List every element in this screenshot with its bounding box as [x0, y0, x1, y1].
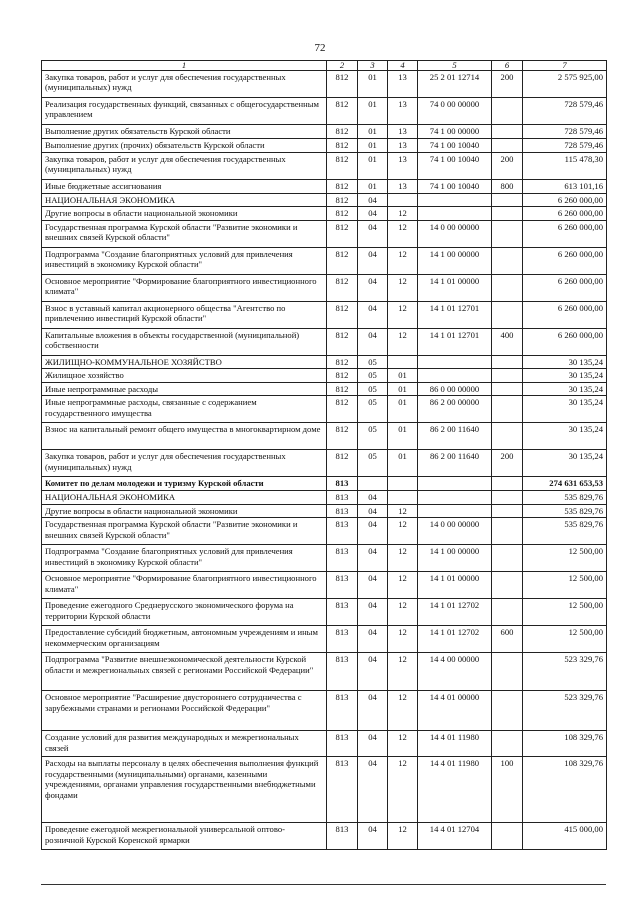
- table-header-row: [42, 61, 607, 71]
- row-code-target: 74 1 00 10040: [418, 153, 492, 180]
- row-code-section: 04: [358, 757, 388, 823]
- row-code-subsection: 12: [388, 545, 418, 572]
- table-row: [42, 545, 607, 572]
- row-code-target: 14 1 01 12701: [418, 328, 492, 355]
- table-row: [42, 139, 607, 153]
- row-code-subsection: 12: [388, 626, 418, 653]
- row-code-expense-type: [492, 545, 523, 572]
- row-code-target: 14 1 00 00000: [418, 545, 492, 572]
- row-code-target: 14 4 01 12704: [418, 823, 492, 850]
- row-code-section: 01: [358, 139, 388, 153]
- row-code-section: 04: [358, 207, 388, 220]
- row-code-subsection: 01: [388, 369, 418, 382]
- row-code-expense-type: [492, 653, 523, 691]
- table-row: [42, 731, 607, 757]
- row-code-section: 01: [358, 153, 388, 180]
- row-name: Проведение ежегодного Среднерусского экономического форума на территории Курской области: [42, 599, 327, 626]
- table-row: [42, 823, 607, 850]
- row-code-subsection: 12: [388, 731, 418, 757]
- row-amount: 30 135,24: [523, 396, 607, 423]
- row-amount: 274 631 653,53: [523, 477, 607, 491]
- row-amount: 30 135,24: [523, 369, 607, 382]
- row-code-admin: 813: [327, 757, 358, 823]
- row-code-admin: 812: [327, 220, 358, 247]
- row-code-subsection: 12: [388, 691, 418, 731]
- page-number: 72: [314, 42, 326, 54]
- row-amount: 12 500,00: [523, 626, 607, 653]
- header-cell: 4: [388, 61, 418, 71]
- row-code-subsection: 12: [388, 274, 418, 301]
- row-code-subsection: 01: [388, 382, 418, 395]
- row-code-expense-type: [492, 396, 523, 423]
- row-name: Подпрограмма "Создание благоприятных условий для привлечения инвестиций в экономику Курской области": [42, 545, 327, 572]
- row-code-admin: 813: [327, 823, 358, 850]
- table-row: [42, 369, 607, 382]
- row-amount: 415 000,00: [523, 823, 607, 850]
- table-row: [42, 194, 607, 207]
- row-code-section: 04: [358, 504, 388, 517]
- row-code-section: 04: [358, 518, 388, 545]
- row-code-section: 05: [358, 369, 388, 382]
- row-code-admin: 812: [327, 71, 358, 98]
- row-code-subsection: 13: [388, 125, 418, 139]
- row-code-subsection: 13: [388, 71, 418, 98]
- table-row: [42, 207, 607, 220]
- row-amount: 523 329,76: [523, 653, 607, 691]
- header-cell: 7: [523, 61, 607, 71]
- row-code-admin: 812: [327, 423, 358, 450]
- header-cell: 1: [42, 61, 327, 71]
- row-code-target: 86 0 00 00000: [418, 382, 492, 395]
- row-amount: 12 500,00: [523, 599, 607, 626]
- row-code-expense-type: [492, 599, 523, 626]
- row-code-subsection: 12: [388, 653, 418, 691]
- row-amount: 108 329,76: [523, 731, 607, 757]
- row-name: Взнос в уставный капитал акционерного общества "Агентство по привлечению инвестиций Курской области": [42, 301, 327, 328]
- row-code-section: 05: [358, 396, 388, 423]
- row-name: Взнос на капитальный ремонт общего имущества в многоквартирном доме: [42, 423, 327, 450]
- row-code-target: 74 0 00 00000: [418, 98, 492, 125]
- row-amount: 613 101,16: [523, 180, 607, 194]
- row-amount: 12 500,00: [523, 572, 607, 599]
- row-code-target: 14 1 01 12702: [418, 626, 492, 653]
- row-code-expense-type: 200: [492, 153, 523, 180]
- table-row: [42, 180, 607, 194]
- row-code-subsection: 13: [388, 180, 418, 194]
- row-code-section: 01: [358, 180, 388, 194]
- table-row: [42, 757, 607, 823]
- row-code-subsection: 01: [388, 423, 418, 450]
- table-row: [42, 274, 607, 301]
- row-code-expense-type: [492, 125, 523, 139]
- row-code-target: 14 1 00 00000: [418, 247, 492, 274]
- row-code-subsection: 12: [388, 757, 418, 823]
- table-row: [42, 450, 607, 477]
- row-name: Проведение ежегодной межрегиональной универсальной оптово-розничной Курской Коренской ярмарки: [42, 823, 327, 850]
- row-name: Закупка товаров, работ и услуг для обеспечения государственных (муниципальных) нужд: [42, 153, 327, 180]
- row-code-section: [358, 477, 388, 491]
- row-name: НАЦИОНАЛЬНАЯ ЭКОНОМИКА: [42, 194, 327, 207]
- row-code-subsection: [388, 491, 418, 504]
- table-row: [42, 653, 607, 691]
- table-row: [42, 572, 607, 599]
- table-row: [42, 396, 607, 423]
- row-name: Закупка товаров, работ и услуг для обеспечения государственных (муниципальных) нужд: [42, 450, 327, 477]
- row-code-expense-type: [492, 369, 523, 382]
- row-code-target: 86 2 00 11640: [418, 423, 492, 450]
- row-code-admin: 812: [327, 194, 358, 207]
- row-amount: 6 260 000,00: [523, 301, 607, 328]
- page-bottom-rule: [41, 884, 606, 885]
- row-code-subsection: [388, 477, 418, 491]
- row-name: Иные непрограммные расходы, связанные с содержанием государственного имущества: [42, 396, 327, 423]
- row-code-admin: 813: [327, 545, 358, 572]
- row-code-admin: 812: [327, 369, 358, 382]
- row-code-subsection: 12: [388, 220, 418, 247]
- table-row: [42, 355, 607, 368]
- row-code-section: 04: [358, 731, 388, 757]
- row-code-admin: 812: [327, 274, 358, 301]
- row-code-target: [418, 194, 492, 207]
- row-code-expense-type: [492, 207, 523, 220]
- row-code-admin: 812: [327, 328, 358, 355]
- row-name: Другие вопросы в области национальной экономики: [42, 207, 327, 220]
- row-code-subsection: 12: [388, 207, 418, 220]
- row-name: Другие вопросы в области национальной экономики: [42, 504, 327, 517]
- row-code-target: 14 1 01 12701: [418, 301, 492, 328]
- row-code-section: 05: [358, 423, 388, 450]
- row-code-admin: 812: [327, 301, 358, 328]
- row-name: Реализация государственных функций, связанных с общегосударственным управлением: [42, 98, 327, 125]
- table-row: [42, 125, 607, 139]
- row-code-admin: 812: [327, 207, 358, 220]
- row-code-target: 14 4 00 00000: [418, 653, 492, 691]
- table-row: [42, 477, 607, 491]
- row-amount: 6 260 000,00: [523, 247, 607, 274]
- table-row: [42, 423, 607, 450]
- row-code-admin: 812: [327, 396, 358, 423]
- row-code-admin: 813: [327, 572, 358, 599]
- row-name: Подпрограмма "Развитие внешнеэкономической деятельности Курской области и межрегиональных связей с регионами Российской Федерации": [42, 653, 327, 691]
- row-code-section: 04: [358, 823, 388, 850]
- row-code-subsection: 12: [388, 599, 418, 626]
- row-code-admin: 812: [327, 153, 358, 180]
- row-code-target: 14 0 00 00000: [418, 518, 492, 545]
- row-code-subsection: 12: [388, 504, 418, 517]
- row-code-subsection: 01: [388, 396, 418, 423]
- row-code-subsection: 12: [388, 328, 418, 355]
- row-name: Основное мероприятие "Формирование благоприятного инвестиционного климата": [42, 572, 327, 599]
- row-code-section: 04: [358, 301, 388, 328]
- header-cell: 3: [358, 61, 388, 71]
- row-amount: 2 575 925,00: [523, 71, 607, 98]
- row-code-target: 74 1 00 00000: [418, 125, 492, 139]
- row-amount: 6 260 000,00: [523, 328, 607, 355]
- row-name: Закупка товаров, работ и услуг для обеспечения государственных (муниципальных) нужд: [42, 71, 327, 98]
- row-code-admin: 813: [327, 491, 358, 504]
- row-code-target: 14 1 01 00000: [418, 274, 492, 301]
- row-code-admin: 813: [327, 731, 358, 757]
- row-code-section: 05: [358, 355, 388, 368]
- row-amount: 728 579,46: [523, 125, 607, 139]
- row-code-target: [418, 369, 492, 382]
- row-amount: 535 829,76: [523, 518, 607, 545]
- row-code-section: 04: [358, 247, 388, 274]
- row-amount: 30 135,24: [523, 423, 607, 450]
- row-code-subsection: 12: [388, 823, 418, 850]
- row-code-section: 05: [358, 382, 388, 395]
- row-code-section: 04: [358, 653, 388, 691]
- row-amount: 728 579,46: [523, 139, 607, 153]
- row-code-target: 14 4 01 11980: [418, 731, 492, 757]
- row-code-expense-type: [492, 139, 523, 153]
- row-amount: 6 260 000,00: [523, 274, 607, 301]
- row-name: Капитальные вложения в объекты государственной (муниципальной) собственности: [42, 328, 327, 355]
- row-code-target: [418, 207, 492, 220]
- row-code-section: 01: [358, 71, 388, 98]
- row-code-expense-type: [492, 423, 523, 450]
- table-row: [42, 491, 607, 504]
- row-code-section: 04: [358, 599, 388, 626]
- row-code-target: 14 4 01 11980: [418, 757, 492, 823]
- row-code-target: 86 2 00 00000: [418, 396, 492, 423]
- row-code-admin: 812: [327, 125, 358, 139]
- row-amount: 30 135,24: [523, 355, 607, 368]
- row-amount: 728 579,46: [523, 98, 607, 125]
- row-code-expense-type: [492, 823, 523, 850]
- row-code-section: 04: [358, 491, 388, 504]
- row-code-expense-type: [492, 194, 523, 207]
- row-code-expense-type: 100: [492, 757, 523, 823]
- row-code-expense-type: 200: [492, 71, 523, 98]
- row-name: Иные бюджетные ассигнования: [42, 180, 327, 194]
- table-row: [42, 691, 607, 731]
- row-code-expense-type: [492, 98, 523, 125]
- row-code-subsection: 12: [388, 301, 418, 328]
- row-code-subsection: 13: [388, 153, 418, 180]
- table-row: [42, 153, 607, 180]
- budget-table: [41, 60, 607, 850]
- row-name: Расходы на выплаты персоналу в целях обеспечения выполнения функций государственными (муниципальными) органами, казенными учреждениями, органами управления государственными внебюджетными фондами: [42, 757, 327, 823]
- row-name: Выполнение других обязательств Курской области: [42, 125, 327, 139]
- header-cell: 5: [418, 61, 492, 71]
- row-code-target: 86 2 00 11640: [418, 450, 492, 477]
- table-row: [42, 626, 607, 653]
- row-code-subsection: 01: [388, 450, 418, 477]
- row-name: Создание условий для развития международных и межрегиональных связей: [42, 731, 327, 757]
- row-name: Предоставление субсидий бюджетным, автономным учреждениям и иным некоммерческим организациям: [42, 626, 327, 653]
- row-code-expense-type: [492, 355, 523, 368]
- row-code-section: 04: [358, 626, 388, 653]
- row-code-expense-type: [492, 572, 523, 599]
- row-amount: 535 829,76: [523, 491, 607, 504]
- row-code-admin: 813: [327, 518, 358, 545]
- row-code-admin: 812: [327, 98, 358, 125]
- row-code-expense-type: [492, 247, 523, 274]
- row-code-target: [418, 504, 492, 517]
- row-code-expense-type: [492, 731, 523, 757]
- row-code-section: 05: [358, 450, 388, 477]
- row-code-target: 14 1 01 12702: [418, 599, 492, 626]
- row-name: Комитет по делам молодежи и туризму Курской области: [42, 477, 327, 491]
- table-row: [42, 71, 607, 98]
- row-name: ЖИЛИЩНО-КОММУНАЛЬНОЕ ХОЗЯЙСТВО: [42, 355, 327, 368]
- row-code-section: 04: [358, 328, 388, 355]
- row-code-expense-type: [492, 301, 523, 328]
- row-code-expense-type: [492, 491, 523, 504]
- row-code-subsection: 12: [388, 247, 418, 274]
- row-code-section: 04: [358, 220, 388, 247]
- row-amount: 30 135,24: [523, 450, 607, 477]
- row-name: Основное мероприятие "Формирование благоприятного инвестиционного климата": [42, 274, 327, 301]
- row-amount: 523 329,76: [523, 691, 607, 731]
- row-code-admin: 813: [327, 477, 358, 491]
- row-code-expense-type: [492, 477, 523, 491]
- row-code-subsection: [388, 355, 418, 368]
- row-code-expense-type: 400: [492, 328, 523, 355]
- row-name: Выполнение других (прочих) обязательств Курской области: [42, 139, 327, 153]
- row-code-expense-type: 800: [492, 180, 523, 194]
- row-code-target: 14 0 00 00000: [418, 220, 492, 247]
- table-row: [42, 504, 607, 517]
- row-code-section: 01: [358, 125, 388, 139]
- row-code-expense-type: [492, 274, 523, 301]
- row-code-subsection: 13: [388, 98, 418, 125]
- row-name: Иные непрограммные расходы: [42, 382, 327, 395]
- table-row: [42, 301, 607, 328]
- row-code-section: 04: [358, 194, 388, 207]
- row-name: Государственная программа Курской области "Развитие экономики и внешних связей Курской области": [42, 220, 327, 247]
- table-row: [42, 382, 607, 395]
- row-amount: 12 500,00: [523, 545, 607, 572]
- row-code-target: [418, 491, 492, 504]
- row-code-admin: 812: [327, 247, 358, 274]
- table-row: [42, 247, 607, 274]
- row-code-subsection: [388, 194, 418, 207]
- row-code-target: 25 2 01 12714: [418, 71, 492, 98]
- row-code-section: 04: [358, 691, 388, 731]
- table-row: [42, 518, 607, 545]
- row-amount: 6 260 000,00: [523, 207, 607, 220]
- row-name: Основное мероприятие "Расширение двустороннего сотрудничества с зарубежными странами и регионами Российской Федерации": [42, 691, 327, 731]
- header-cell: 2: [327, 61, 358, 71]
- table-row: [42, 599, 607, 626]
- row-code-admin: 813: [327, 599, 358, 626]
- row-code-admin: 813: [327, 653, 358, 691]
- row-amount: 108 329,76: [523, 757, 607, 823]
- row-code-expense-type: [492, 691, 523, 731]
- row-code-target: 74 1 00 10040: [418, 180, 492, 194]
- row-code-expense-type: [492, 382, 523, 395]
- row-code-target: 14 1 01 00000: [418, 572, 492, 599]
- row-code-admin: 812: [327, 139, 358, 153]
- row-code-expense-type: [492, 518, 523, 545]
- row-code-target: [418, 477, 492, 491]
- row-code-expense-type: 600: [492, 626, 523, 653]
- header-cell: 6: [492, 61, 523, 71]
- row-amount: 6 260 000,00: [523, 220, 607, 247]
- row-code-subsection: 12: [388, 572, 418, 599]
- row-code-admin: 813: [327, 504, 358, 517]
- row-code-target: 74 1 00 10040: [418, 139, 492, 153]
- row-code-target: 14 4 01 00000: [418, 691, 492, 731]
- row-code-admin: 812: [327, 382, 358, 395]
- row-code-section: 04: [358, 572, 388, 599]
- row-code-expense-type: [492, 504, 523, 517]
- row-code-admin: 812: [327, 180, 358, 194]
- row-name: Государственная программа Курской области "Развитие экономики и внешних связей Курской области": [42, 518, 327, 545]
- row-code-section: 01: [358, 98, 388, 125]
- row-code-section: 04: [358, 274, 388, 301]
- row-code-expense-type: [492, 220, 523, 247]
- row-amount: 30 135,24: [523, 382, 607, 395]
- table-row: [42, 98, 607, 125]
- row-amount: 115 478,30: [523, 153, 607, 180]
- row-name: Жилищное хозяйство: [42, 369, 327, 382]
- row-code-subsection: 12: [388, 518, 418, 545]
- row-code-admin: 812: [327, 355, 358, 368]
- row-amount: 535 829,76: [523, 504, 607, 517]
- row-name: НАЦИОНАЛЬНАЯ ЭКОНОМИКА: [42, 491, 327, 504]
- row-code-expense-type: 200: [492, 450, 523, 477]
- row-code-target: [418, 355, 492, 368]
- row-code-section: 04: [358, 545, 388, 572]
- row-amount: 6 260 000,00: [523, 194, 607, 207]
- row-code-admin: 813: [327, 691, 358, 731]
- table-row: [42, 328, 607, 355]
- row-code-subsection: 13: [388, 139, 418, 153]
- row-name: Подпрограмма "Создание благоприятных условий для привлечения инвестиций в экономику Курской области": [42, 247, 327, 274]
- table-row: [42, 220, 607, 247]
- row-code-admin: 812: [327, 450, 358, 477]
- row-code-admin: 813: [327, 626, 358, 653]
